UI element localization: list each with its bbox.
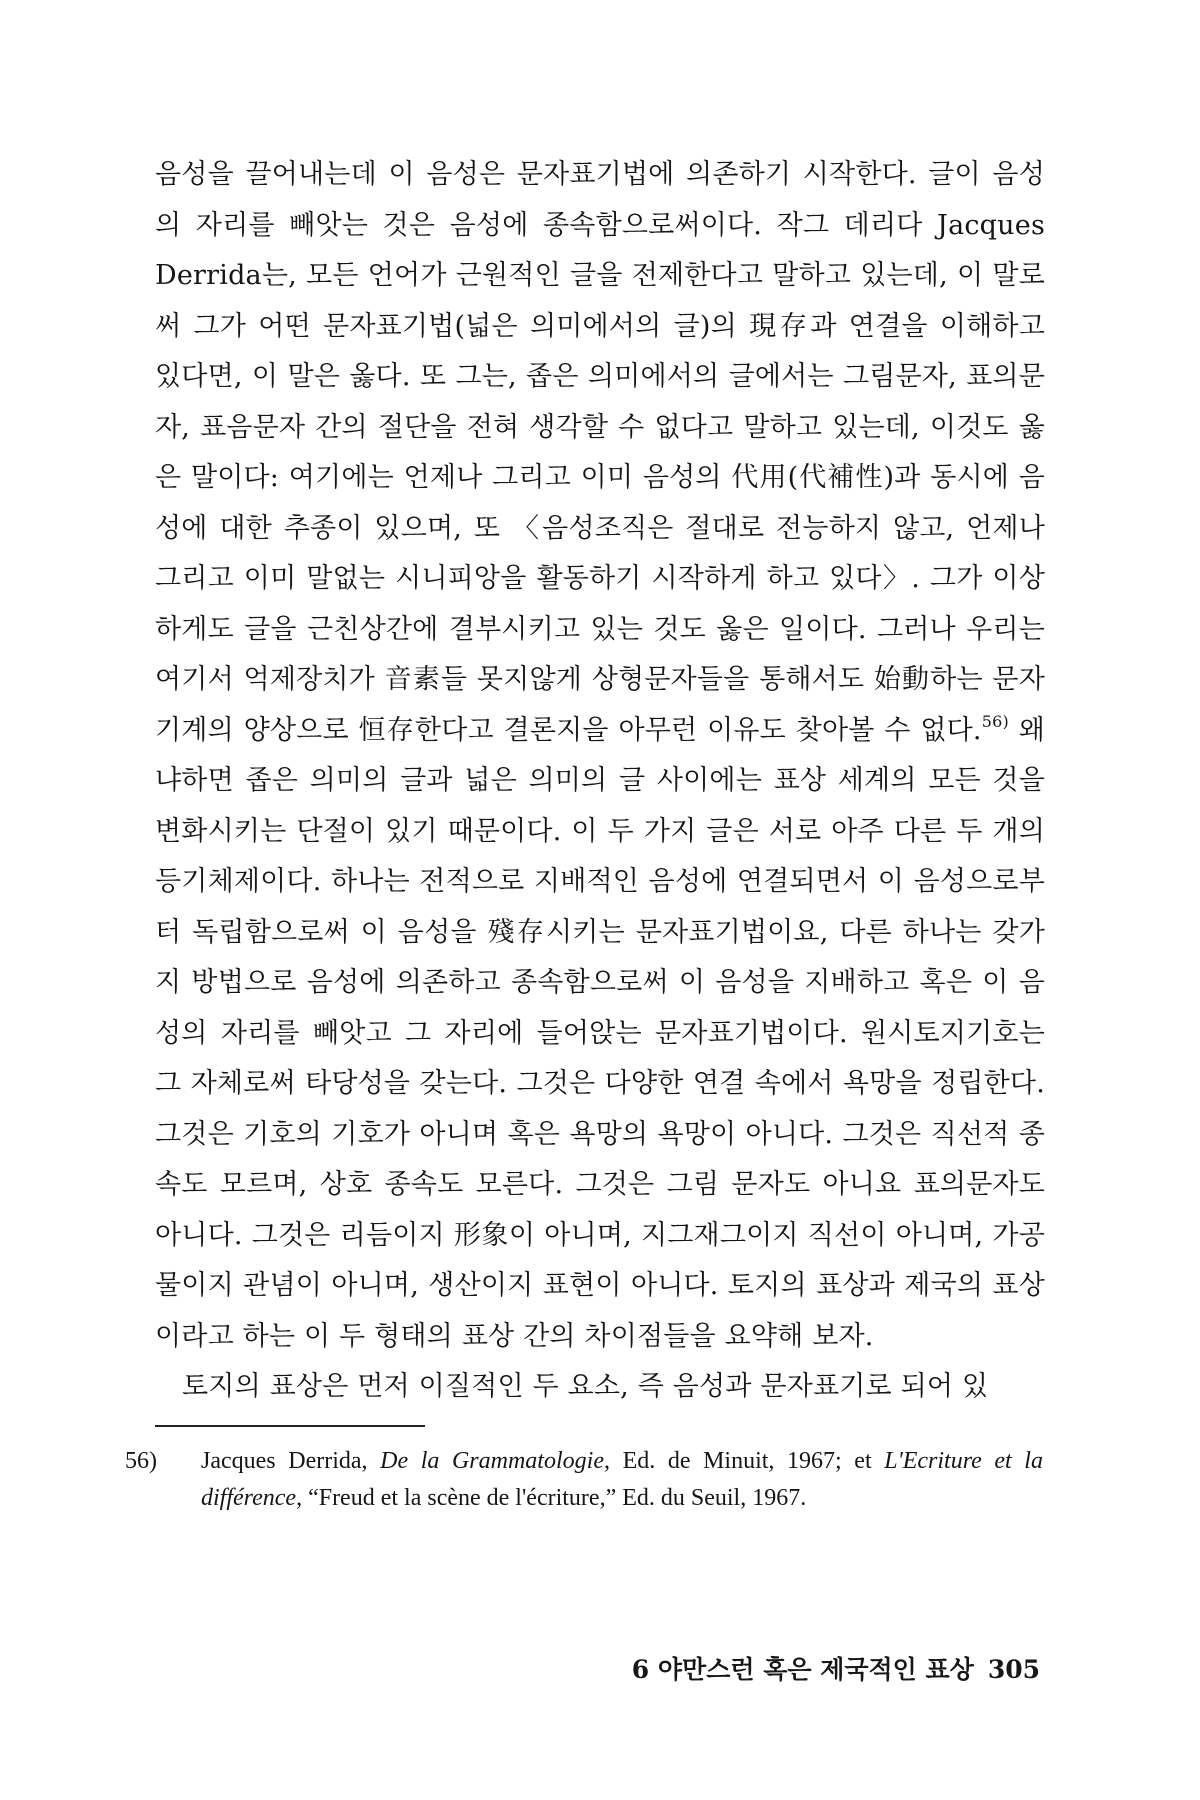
footnote-reference: 56) [981,711,1009,731]
footnote-number: 56) [125,1448,157,1474]
footnote-title: L'Ecriture et la différence [201,1448,1043,1511]
footnote-separator [155,1425,425,1427]
paragraph: 토지의 표상은 먼저 이질적인 두 요소, 즉 음성과 문자표기로 되어 있 [182,1371,989,1402]
footnote-author: Jacques Derrida, [201,1448,381,1474]
footnote [125,1443,1043,1517]
footnote-text: , Ed. de Minuit, 1967; et [603,1448,885,1474]
footnote-text: , “Freud et la scène de l'écriture,” Ed. du Seuil, 1967. [296,1485,807,1511]
running-footer [632,1650,1040,1686]
chapter-title: 6 야만스런 혹은 제국적인 표상 [631,1655,974,1684]
main-text [155,150,1045,1413]
page-number: 305 [987,1655,1040,1684]
footnote-body [125,1443,1043,1517]
paragraph-text: 음성을 끌어내는데 이 음성은 문자표기법에 의존하기 시작한다. 글이 음성의 자리를 빼앗는 것은 음성에 종속함으로써이다. 작그 데리다 Jacques Derrida는, 모든 언어가 근원적인 글을 전제한다고 말하고 있는데, 이 말로써 그가 어떤 문자표기법(넓은 의미에서의 글)의 現存과 연결을 이해하고 있다면, 이 말은 옳다. 또 그는, 좁은 의미에서의 글에서는 그림문자, 표의문자, 표음문자 간의 절단을 전혀 생각할 수 없다고 말하고 있는데, 이것도 옳은 말이다: 여기에는 언제나 그리고 이미 음성의 代用(代補性)과 동시에 음성에 대한 추종이 있으며, 또 〈음성조직은 절대로 전능하지 않고, 언제나 그리고 이미 말없는 시니피앙을 활동하기 시작하게 하고 있다〉. 그가 이상하게도 글을 근친상간에 결부시키고 있는 것도 옳은 일이다. 그러나 우리는 여기서 억제장치가 音素들 못지않게 상형문자들을 통해서도 始動하는 문자기계의 양상으로 恒存한다고 결론지을 아무런 이유도 찾아볼 수 없다. [155,159,1045,746]
paragraph [155,150,1045,1362]
paragraph-text-continued: 왜냐하면 좁은 의미의 글과 넓은 의미의 글 사이에는 표상 세계의 모든 것을 변화시키는 단절이 있기 때문이다. 이 두 가지 글은 서로 아주 다른 두 개의 등기체제이다. 하나는 전적으로 지배적인 음성에 연결되면서 이 음성으로부터 독립함으로써 이 음성을 殘存시키는 문자표기법이요, 다른 하나는 갖가지 방법으로 음성에 의존하고 종속함으로써 이 음성을 지배하고 혹은 이 음성의 자리를 빼앗고 그 자리에 들어앉는 문자표기법이다. 원시토지기호는 그 자체로써 타당성을 갖는다. 그것은 다양한 연결 속에서 욕망을 정립한다. 그것은 기호의 기호가 아니며 혹은 욕망의 욕망이 아니다. 그것은 직선적 종속도 모르며, 상호 종속도 모른다. 그것은 그림 문자도 아니요 표의문자도 아니다. 그것은 리듬이지 形象이 아니며, 지그재그이지 직선이 아니며, 가공물이지 관념이 아니며, 생산이지 표현이 아니다. 토지의 표상과 제국의 표상이라고 하는 이 두 형태의 표상 간의 차이점들을 요약해 보자. [155,714,1045,1352]
footnote-title: De la Grammatologie [380,1448,604,1474]
